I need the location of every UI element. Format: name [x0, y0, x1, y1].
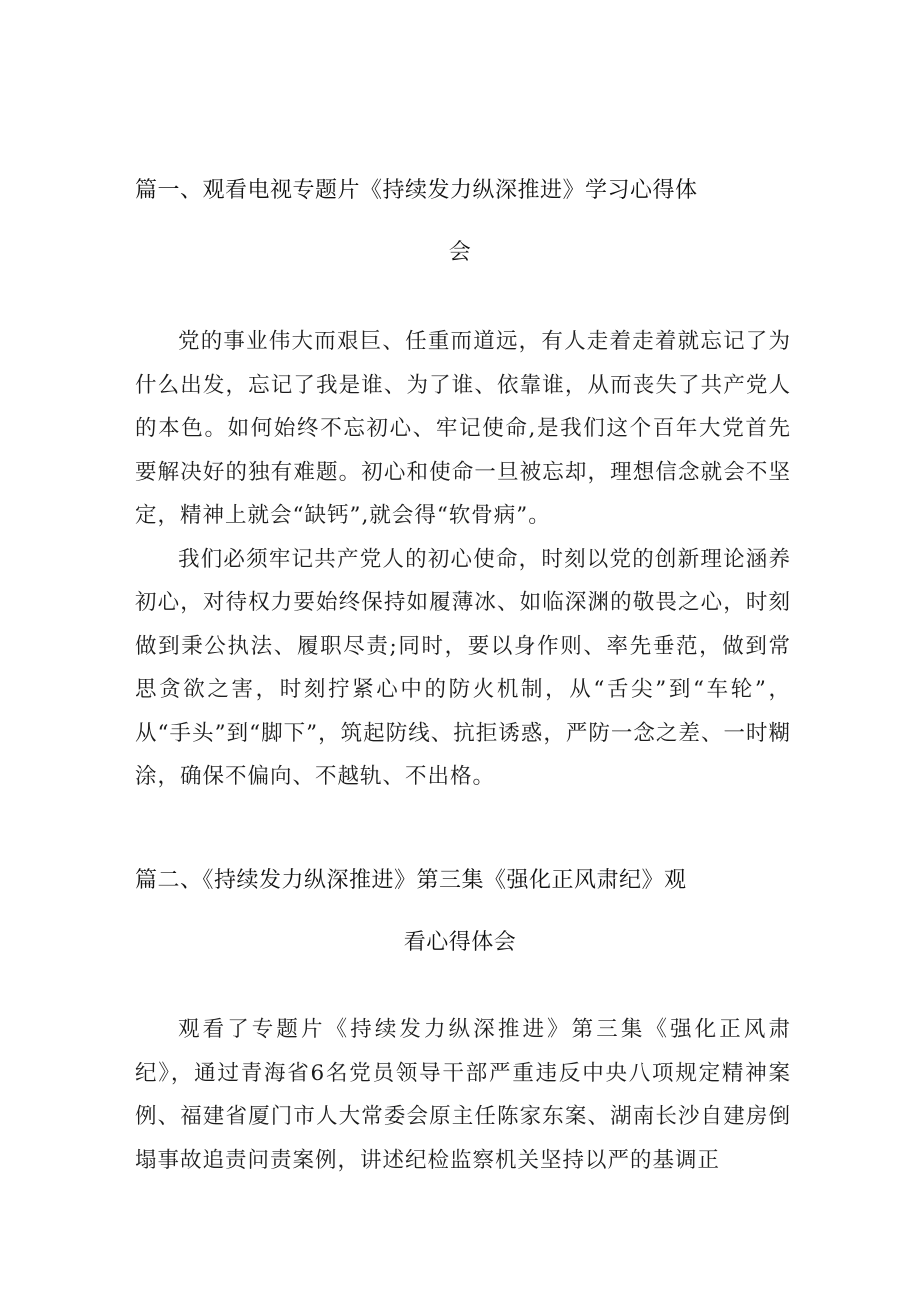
- section1-paragraph-2: 我们必须牢记共产党人的初心使命，时刻以党的创新理论涵养初心，对待权力要始终保持如履薄冰、如临深渊的敬畏之心，时刻做到秉公执法、履职尽责;同时，要以身作则、率先垂范，做到常思贪欲之害，时刻拧紧心中的防火机制，从“舌尖”到“车轮”，从“手头”到“脚下”，筑起防线、抗拒诱惑，严防一念之差、一时糊涂，确保不偏向、不越轨、不出格。: [135, 546, 791, 789]
- section1-body: [135, 320, 791, 799]
- section2-heading-line2: 看心得体会: [403, 930, 517, 955]
- section1-heading-line2: 会: [448, 240, 472, 265]
- section2-body: [135, 1008, 791, 1182]
- section1-heading-line1: 篇一、观看电视专题片《持续发力纵深推进》学习心得体: [135, 178, 698, 203]
- section1-paragraph-1: 党的事业伟大而艰巨、任重而道远，有人走着走着就忘记了为什么出发，忘记了我是谁、为了谁、依靠谁，从而丧失了共产党人的本色。如何始终不忘初心、牢记使命,是我们这个百年大党首先要解决好的独有难题。初心和使命一旦被忘却，理想信念就会不坚定，精神上就会“缺钙”,就会得“软骨病”。: [135, 329, 791, 528]
- section2-heading: [135, 850, 785, 974]
- section2-paragraph-1: 观看了专题片《持续发力纵深推进》第三集《强化正风肃纪》，通过青海省6名党员领导干部严重违反中央八项规定精神案例、福建省厦门市人大常委会原主任陈家东案、湖南长沙自建房倒塌事故追责问责案例，讲述纪检监察机关坚持以严的基调正: [135, 1017, 791, 1173]
- section1-heading: [135, 160, 785, 284]
- section2-heading-line1: 篇二、《持续发力纵深推进》第三集《强化正风肃纪》观: [135, 868, 687, 893]
